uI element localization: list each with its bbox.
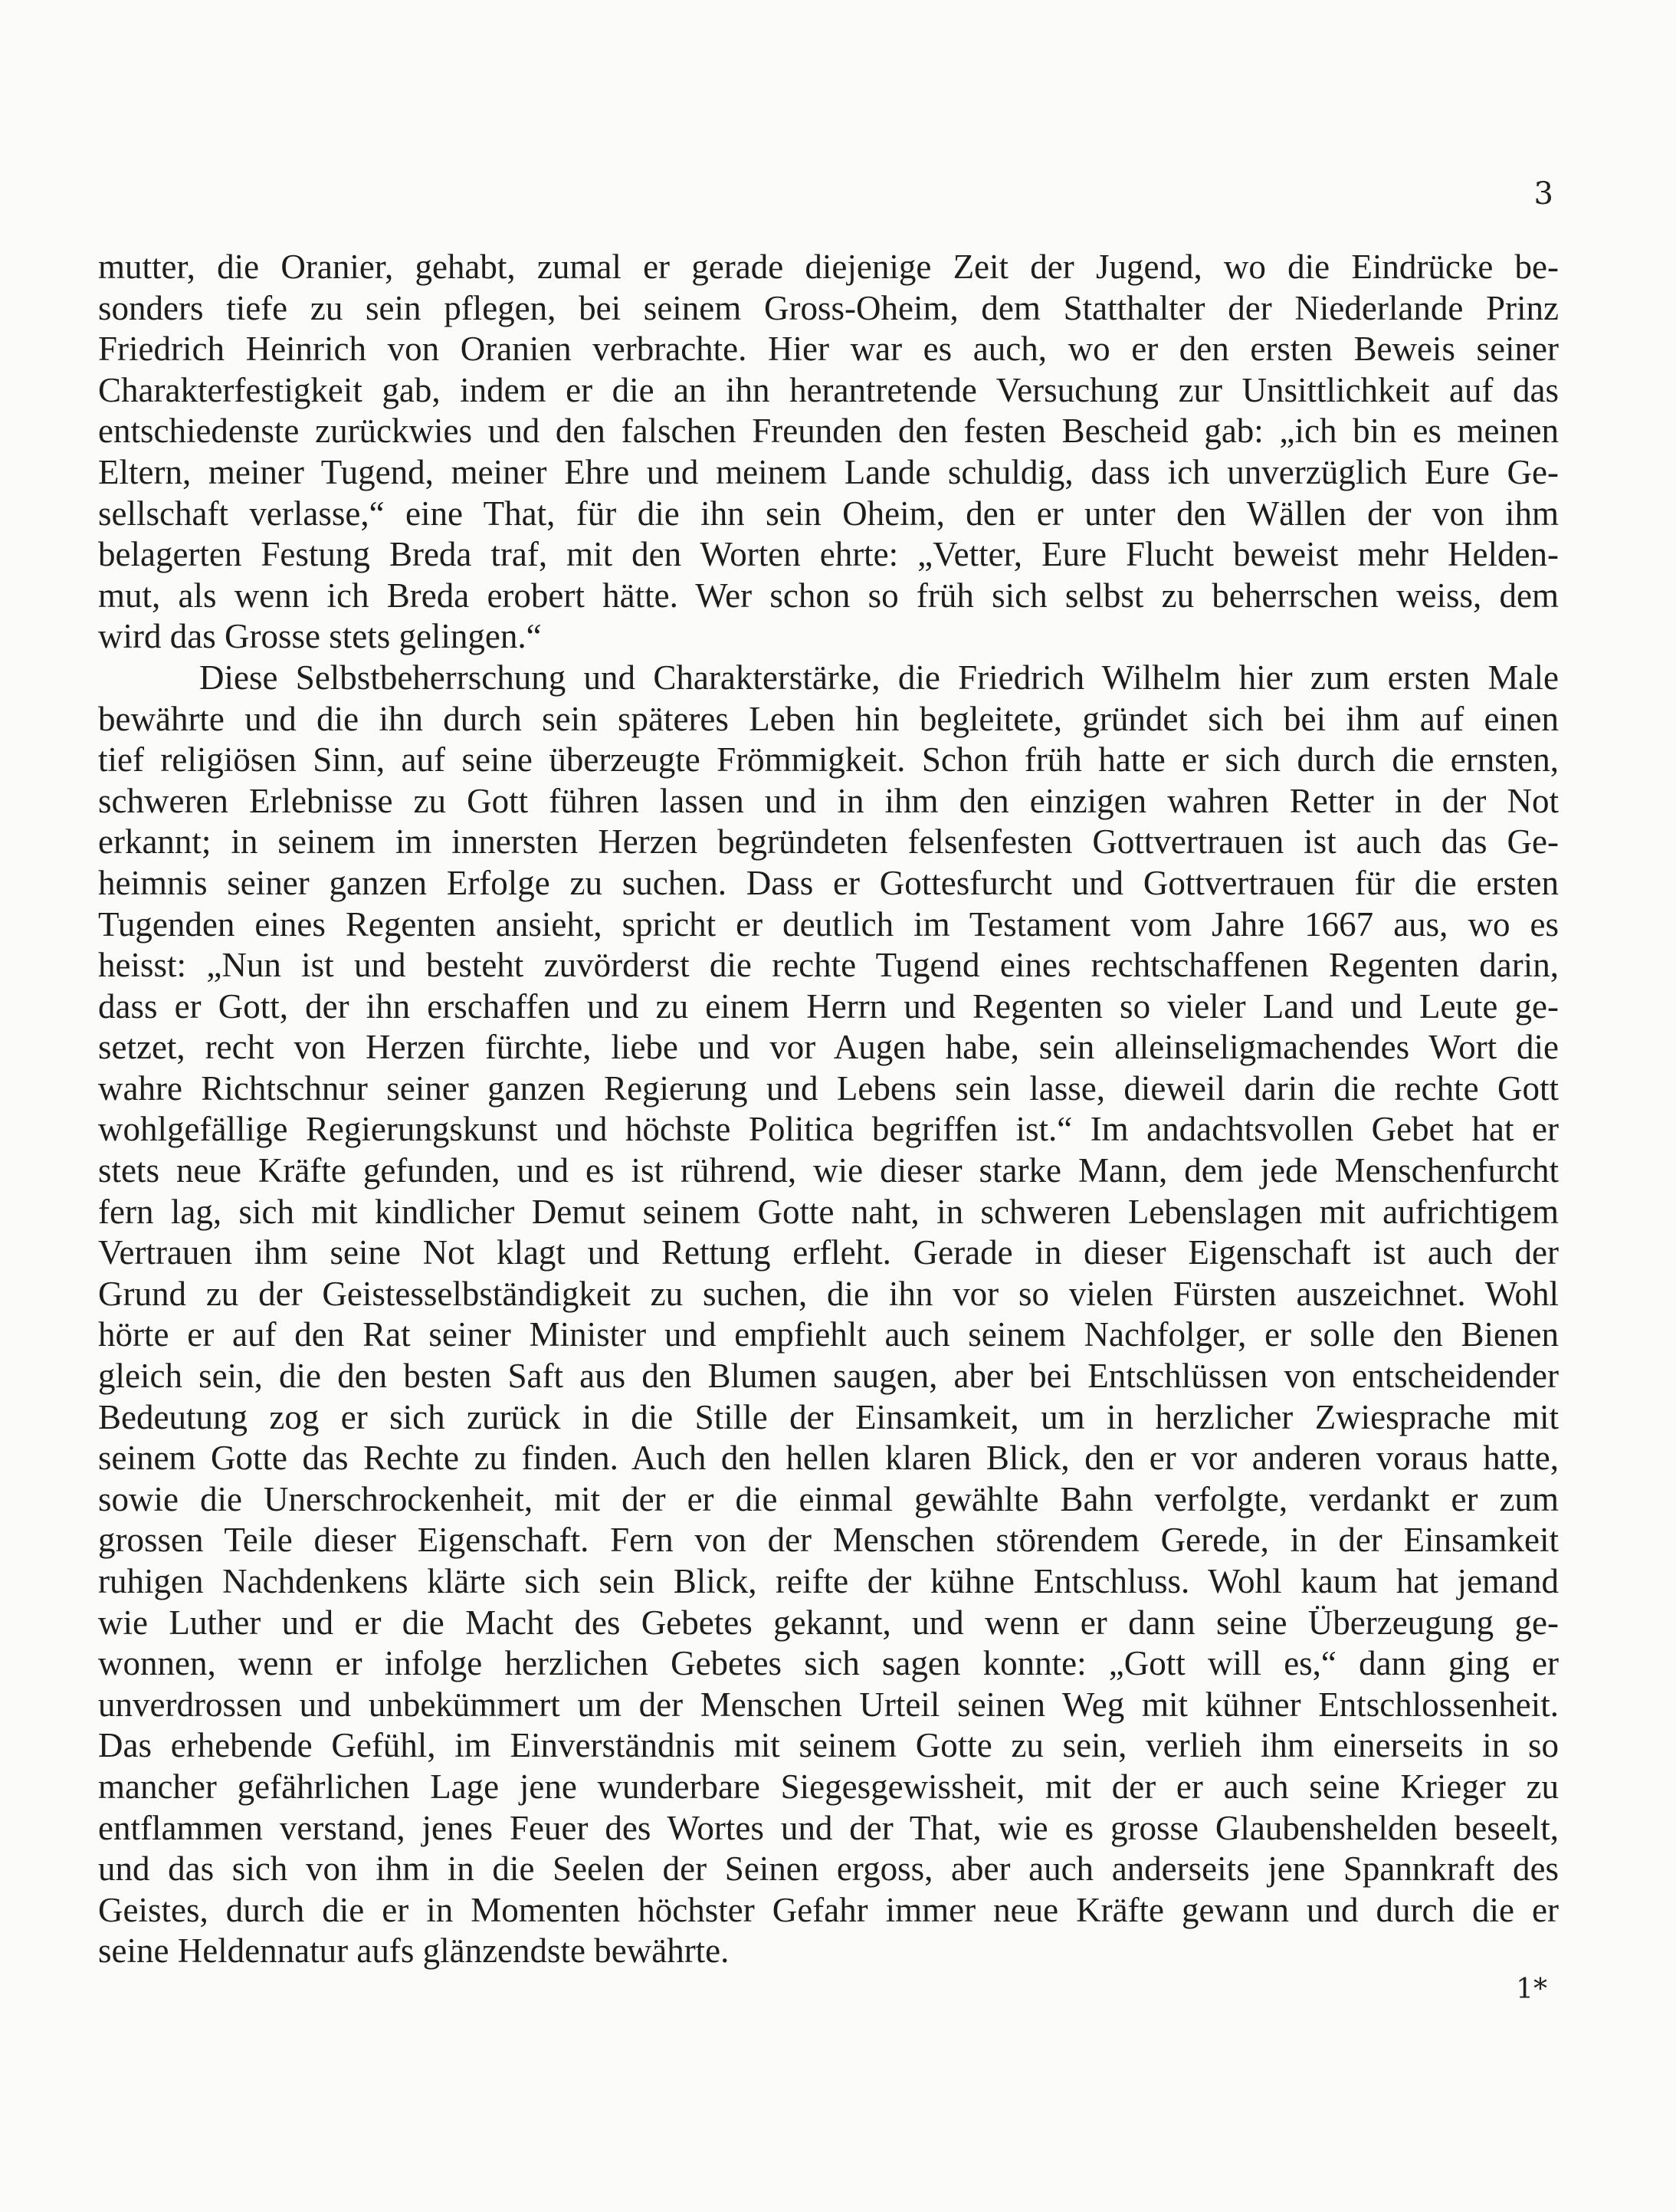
text-line: wonnen, wenn er infolge herzlichen Gebetes sich sagen konnte: „Gott will es,“ dann ging er [98,1644,1559,1683]
text-line: wohlgefällige Regierungskunst und höchste Politica begriffen ist.“ Im andachtsvollen Gebet hat er [98,1110,1559,1149]
text-line: Charakterfestigkeit gab, indem er die an ihn herantretende Versuchung zur Unsittlichkeit auf das [98,370,1559,409]
text-line: setzet, recht von Herzen fürchte, liebe und vor Augen habe, sein alleinseligmachendes Wort die [98,1028,1559,1067]
text-line: stets neue Kräfte gefunden, und es ist rührend, wie dieser starke Mann, dem jede Menschenfurcht [98,1151,1559,1190]
text-line: heimnis seiner ganzen Erfolge zu suchen. Dass er Gottesfurcht und Gottvertrauen für die ersten [98,863,1559,902]
text-line: mut, als wenn ich Breda erobert hätte. Wer schon so früh sich selbst zu beherrschen weiss, dem [98,576,1559,615]
text-line: heisst: „Nun ist und besteht zuvörderst die rechte Tugend eines rechtschaffenen Regenten darin, [98,946,1559,985]
text-line: belagerten Festung Breda traf, mit den Worten ehrte: „Vetter, Eure Flucht beweist mehr Helden- [98,535,1559,574]
page-number: 3 [1533,176,1553,212]
paragraph-start-line: Diese Selbstbeherrschung und Charakterstärke, die Friedrich Wilhelm hier zum ersten Male [199,658,1559,697]
text-line: schweren Erlebnisse zu Gott führen lassen und in ihm den einzigen wahren Retter in der Not [98,781,1559,820]
text-line: grossen Teile dieser Eigenschaft. Fern von der Menschen störendem Gerede, in der Einsamkeit [98,1521,1559,1560]
text-line: fern lag, sich mit kindlicher Demut seinem Gotte naht, in schweren Lebenslagen mit aufrichtigem [98,1192,1559,1231]
text-line: Eltern, meiner Tugend, meiner Ehre und meinem Lande schuldig, dass ich unverzüglich Eure Ge- [98,452,1559,491]
text-line: Das erhebende Gefühl, im Einverständnis mit seinem Gotte zu sein, verlieh ihm einerseits in so [98,1726,1559,1765]
text-line: sonders tiefe zu sein pflegen, bei seinem Gross-Oheim, dem Statthalter der Niederlande Prinz [98,288,1559,327]
text-line: Friedrich Heinrich von Oranien verbrachte. Hier war es auch, wo er den ersten Beweis seiner [98,330,1559,369]
text-line: Geistes, durch die er in Momenten höchster Gefahr immer neue Kräfte gewann und durch die er [98,1890,1559,1929]
text-line: entschiedenste zurückwies und den falschen Freunden den festen Bescheid gab: „ich bin es meinen [98,412,1559,451]
text-line: tief religiösen Sinn, auf seine überzeugte Frömmigkeit. Schon früh hatte er sich durch die ernsten, [98,740,1559,779]
text-line: wie Luther und er die Macht des Gebetes gekannt, und wenn er dann seine Überzeugung ge- [98,1603,1559,1642]
paragraph-end-line: wird das Grosse stets gelingen.“ [98,617,542,656]
text-line: und das sich von ihm in die Seelen der Seinen ergoss, aber auch anderseits jene Spannkraft des [98,1849,1559,1889]
paragraph-end-line: seine Heldennatur aufs glänzendste bewährte. [98,1931,730,1971]
text-line: Tugenden eines Regenten ansieht, spricht er deutlich im Testament vom Jahre 1667 aus, wo es [98,904,1559,944]
text-line: mutter, die Oranier, gehabt, zumal er gerade diejenige Zeit der Jugend, wo die Eindrücke be- [98,248,1559,286]
text-line: unverdrossen und unbekümmert um der Menschen Urteil seinen Weg mit kühner Entschlossenheit. [98,1685,1559,1724]
text-line: entflammen verstand, jenes Feuer des Wortes und der That, wie es grosse Glaubenshelden beseelt, [98,1808,1559,1847]
text-line: Bedeutung zog er sich zurück in die Stille der Einsamkeit, um in herzlicher Zwiesprache mit [98,1397,1559,1436]
text-line: erkannt; in seinem im innersten Herzen begründeten felsenfesten Gottvertrauen ist auch das Ge- [98,822,1559,861]
text-line: dass er Gott, der ihn erschaffen und zu einem Herrn und Regenten so vieler Land und Leute ge- [98,986,1559,1026]
text-line: hörte er auf den Rat seiner Minister und empfiehlt auch seinem Nachfolger, er solle den Bienen [98,1315,1559,1354]
text-line: Vertrauen ihm seine Not klagt und Rettung erfleht. Gerade in dieser Eigenschaft ist auch der [98,1233,1559,1272]
text-line: mancher gefährlichen Lage jene wunderbare Siegesgewissheit, mit der er auch seine Krieger zu [98,1767,1559,1806]
text-line: sowie die Unerschrockenheit, mit der er die einmal gewählte Bahn verfolgte, verdankt er zum [98,1479,1559,1518]
text-line: sellschaft verlasse,“ eine That, für die ihn sein Oheim, den er unter den Wällen der von ihm [98,494,1559,533]
signature-mark: 1* [1516,1974,1547,2005]
body-text [98,247,1559,1972]
text-line: bewährte und die ihn durch sein späteres Leben hin begleitete, gründet sich bei ihm auf einen [98,699,1559,738]
text-line: seinem Gotte das Rechte zu finden. Auch den hellen klaren Blick, den er vor anderen voraus hatte, [98,1439,1559,1478]
text-line: ruhigen Nachdenkens klärte sich sein Blick, reifte der kühne Entschluss. Wohl kaum hat jemand [98,1562,1559,1600]
text-line: Grund zu der Geistesselbständigkeit zu suchen, die ihn vor so vielen Fürsten auszeichnet. Wohl [98,1274,1559,1313]
text-line: wahre Richtschnur seiner ganzen Regierung und Lebens sein lasse, dieweil darin die rechte Gott [98,1068,1559,1108]
text-line: gleich sein, die den besten Saft aus den Blumen saugen, aber bei Entschlüssen von entscheidender [98,1357,1559,1396]
